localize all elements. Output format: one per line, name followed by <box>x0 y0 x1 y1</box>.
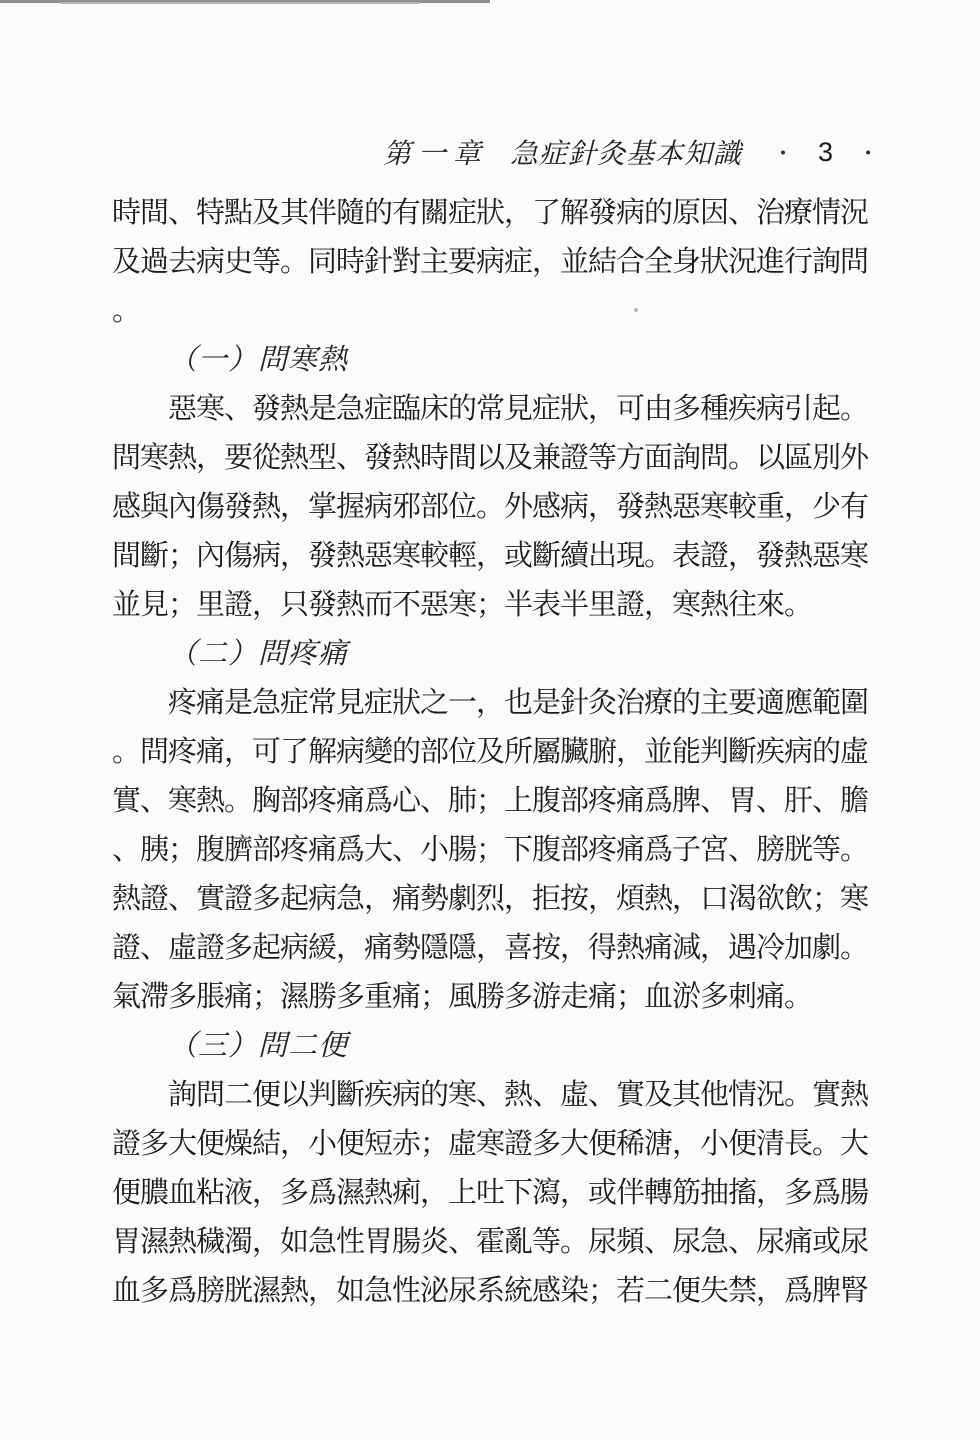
text-line: 、胰；腹臍部疼痛爲大、小腸；下腹部疼痛爲子宮、膀胱等。 <box>112 834 869 866</box>
section-heading: （三）問二便 <box>168 1030 349 1062</box>
text-line: 惡寒、發熱是急症臨床的常見症狀，可由多種疾病引起。 <box>168 393 869 425</box>
page-number-group <box>770 137 881 168</box>
page-body <box>112 186 884 1313</box>
text-line: 胃濕熱穢濁，如急性胃腸炎、霍亂等。尿頻、尿急、尿痛或尿 <box>112 1226 869 1258</box>
text-line: 問寒熱，要從熱型、發熱時間以及兼證等方面詢問。以區別外 <box>112 442 869 474</box>
section-heading: （一）問寒熱 <box>168 344 349 376</box>
page-number: 3 <box>818 136 834 167</box>
text-line: 證、虛證多起病緩，痛勢隱隱，喜按，得熱痛減，遇冷加劇。 <box>112 932 869 964</box>
text-line: 並見；里證，只發熱而不惡寒；半表半里證，寒熱往來。 <box>112 589 813 621</box>
text-line: 。問疼痛，可了解病變的部位及所屬臟腑，並能判斷疾病的虛 <box>112 736 869 768</box>
text-line: 熱證、實證多起病急，痛勢劇烈，拒按，煩熱，口渴欲飲；寒 <box>112 883 869 915</box>
text-line: 氣滯多脹痛；濕勝多重痛；風勝多游走痛；血淤多刺痛。 <box>112 981 813 1013</box>
scan-artifact-top-line-light <box>60 2 420 4</box>
text-line: 血多爲膀胱濕熱，如急性泌尿系統感染；若二便失禁，爲脾腎 <box>112 1275 869 1307</box>
text-line: 。 <box>112 295 141 327</box>
running-head <box>383 130 881 174</box>
section-heading: （二）問疼痛 <box>168 638 349 670</box>
chapter-label: 第一章 <box>383 139 489 170</box>
page-number-dot-left: ・ <box>772 140 795 166</box>
text-line: 及過去病史等。同時針對主要病症，並結合全身狀況進行詢問 <box>112 246 869 278</box>
text-line: 間斷；內傷病，發熱惡寒較輕，或斷續出現。表證，發熱惡寒 <box>112 540 869 572</box>
chapter-title: 急症針灸基本知識 <box>510 139 743 170</box>
text-line: 便膿血粘液，多爲濕熱痢，上吐下瀉，或伴轉筋抽搐，多爲腸 <box>112 1177 869 1209</box>
text-line: 感與內傷發熱，掌握病邪部位。外感病，發熱惡寒較重，少有 <box>112 491 869 523</box>
page-number-dot-right: ・ <box>857 140 880 166</box>
text-line: 時間、特點及其伴隨的有關症狀，了解發病的原因、治療情況 <box>112 197 869 229</box>
text-line: 實、寒熱。胸部疼痛爲心、肺；上腹部疼痛爲脾、胃、肝、膽 <box>112 785 869 817</box>
scan-artifact-speck <box>634 308 638 312</box>
text-line: 證多大便燥結，小便短赤；虛寒證多大便稀溏，小便清長。大 <box>112 1128 869 1160</box>
text-line: 詢問二便以判斷疾病的寒、熱、虛、實及其他情況。實熱 <box>168 1079 869 1111</box>
text-line: 疼痛是急症常見症狀之一，也是針灸治療的主要適應範圍 <box>168 687 869 719</box>
